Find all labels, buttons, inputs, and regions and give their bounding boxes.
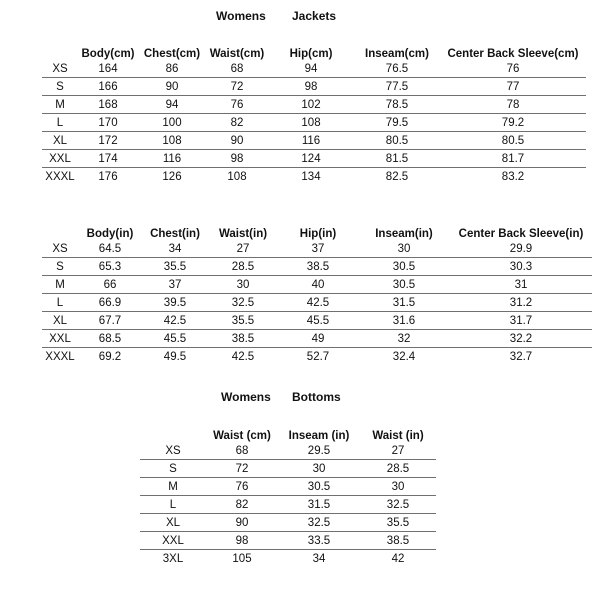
table-cell: 164 [78,60,138,78]
size-label: L [42,294,78,312]
table-cell: 42.5 [231,350,255,363]
column-header: Body(cm) [81,48,135,60]
column-header: Waist(in) [218,228,268,240]
table-cell: 105 [232,552,252,565]
table-cell: 27 [360,442,436,460]
table-row [42,78,586,96]
table-row [42,240,592,258]
table-row [140,460,436,478]
table-cell: 30 [360,478,436,496]
table-cell: 29.5 [278,442,360,460]
table-cell: 76 [206,478,278,496]
table-cell: 174 [78,150,138,168]
table-cell: 94 [138,96,206,114]
table-header-row [42,222,592,240]
table-cell: 81.5 [354,150,440,168]
table-row [140,550,436,568]
size-label: XS [140,442,206,460]
table-cell: 98 [206,150,268,168]
table-cell: 33.5 [278,532,360,550]
table-cell: 67.7 [78,312,142,330]
table-cell: 64.5 [78,240,142,258]
table-cell: 69.2 [98,350,122,363]
table-cell: 72 [206,460,278,478]
table-cell: 77 [440,78,586,96]
table-cell: 40 [278,276,358,294]
table-row [42,150,586,168]
table-cell: 30.5 [358,258,450,276]
column-header [42,42,78,60]
table-cell: 82 [206,114,268,132]
table-row [42,276,592,294]
table-cell: 38.5 [278,258,358,276]
table-cell: 32.2 [450,330,592,348]
table-cell: 45.5 [278,312,358,330]
column-header [42,222,78,240]
size-label: XXL [140,532,206,550]
table-cell: 94 [268,60,354,78]
table-cell: 108 [227,170,247,183]
size-label: M [42,276,78,294]
table-cell: 37 [278,240,358,258]
table-cell: 32.5 [278,514,360,532]
table-cell: 116 [268,132,354,150]
table-cell: 80.5 [354,132,440,150]
table-cell: 76 [440,60,586,78]
table-cell: 176 [98,170,118,183]
table-cell: 49.5 [163,350,187,363]
size-label: XXL [42,330,78,348]
table-cell: 78 [440,96,586,114]
size-label: M [140,478,206,496]
table-cell: 32 [358,330,450,348]
table-cell: 45.5 [142,330,208,348]
table-cell: 66 [78,276,142,294]
table-row [42,330,592,348]
size-label: 3XL [162,552,184,565]
jackets-title-womens: Womens [216,9,266,23]
table-cell: 30.5 [358,276,450,294]
table-cell: 76 [206,96,268,114]
table-cell: 32.5 [360,496,436,514]
table-cell: 34 [142,240,208,258]
table-cell: 126 [162,170,182,183]
table-row [140,442,436,460]
table-cell: 98 [206,532,278,550]
size-label: XL [140,514,206,532]
table-cell: 170 [78,114,138,132]
table-cell: 42.5 [142,312,208,330]
table-header-row [42,42,586,60]
table-cell: 68 [206,60,268,78]
table-cell: 49 [278,330,358,348]
table-cell: 79.5 [354,114,440,132]
table-cell: 72 [206,78,268,96]
table-row [42,294,592,312]
table-cell: 31.6 [358,312,450,330]
table-cell: 39.5 [142,294,208,312]
table-cell: 32.7 [509,350,533,363]
table-cell: 30.5 [278,478,360,496]
table-cell: 108 [268,114,354,132]
table-cell: 76.5 [354,60,440,78]
table-row [140,496,436,514]
table-row [42,168,586,186]
table-cell: 134 [301,170,321,183]
table-cell: 52.7 [306,350,330,363]
table-cell: 28.5 [208,258,278,276]
table-row [140,478,436,496]
table-cell: 32.5 [208,294,278,312]
table-cell: 90 [206,514,278,532]
table-row [42,348,592,366]
table-cell: 31.5 [278,496,360,514]
table-cell: 102 [268,96,354,114]
table-row [42,132,586,150]
table-cell: 30 [208,276,278,294]
size-label: XS [42,60,78,78]
table-row [42,258,592,276]
table-cell: 79.2 [440,114,586,132]
size-label: S [42,258,78,276]
size-label: XXXL [45,350,75,363]
table-cell: 34 [312,552,326,565]
table-cell: 90 [138,78,206,96]
column-header: Center Back Sleeve(in) [458,228,584,240]
table-row [42,312,592,330]
size-label: M [42,96,78,114]
column-header: Hip(cm) [289,48,333,60]
table-cell: 108 [138,132,206,150]
bottoms-title-womens: Womens [221,390,271,404]
size-label: L [42,114,78,132]
table-cell: 37 [142,276,208,294]
table-cell: 65.3 [78,258,142,276]
table-cell: 31.7 [450,312,592,330]
table-cell: 98 [268,78,354,96]
table-cell: 30.3 [450,258,592,276]
size-label: XXL [42,150,78,168]
table-cell: 82.5 [385,170,409,183]
table-cell: 29.9 [450,240,592,258]
table-cell: 35.5 [360,514,436,532]
jackets-in-table [42,222,592,365]
jackets-title-category: Jackets [292,9,337,23]
table-cell: 31.5 [358,294,450,312]
table-cell: 31.2 [450,294,592,312]
table-row [140,532,436,550]
table-cell: 82 [206,496,278,514]
column-header [140,424,206,442]
table-cell: 168 [78,96,138,114]
table-cell: 42.5 [278,294,358,312]
column-header: Inseam(in) [375,228,433,240]
table-cell: 38.5 [208,330,278,348]
table-row [42,60,586,78]
size-label: XL [42,132,78,150]
table-cell: 166 [78,78,138,96]
table-cell: 86 [138,60,206,78]
table-cell: 38.5 [360,532,436,550]
table-header-row [140,424,436,442]
table-cell: 116 [138,150,206,168]
table-cell: 172 [78,132,138,150]
table-cell: 68.5 [78,330,142,348]
table-cell: 42 [391,552,405,565]
table-row [140,514,436,532]
table-cell: 66.9 [78,294,142,312]
bottoms-title-category: Bottoms [292,390,341,404]
column-header: Waist (in) [372,430,424,442]
table-cell: 100 [138,114,206,132]
column-header: Center Back Sleeve(cm) [447,48,579,60]
column-header: Chest(cm) [143,48,201,60]
jackets-cm-table [42,42,586,185]
table-cell: 28.5 [360,460,436,478]
table-row [42,114,586,132]
size-label: S [140,460,206,478]
table-cell: 30 [358,240,450,258]
bottoms-table [140,424,436,567]
table-row [42,96,586,114]
size-label: XS [42,240,78,258]
column-header: Inseam(cm) [365,48,429,60]
size-label: XL [42,312,78,330]
table-cell: 31 [450,276,592,294]
table-cell: 90 [206,132,268,150]
table-cell: 30 [278,460,360,478]
column-header: Chest(in) [150,228,200,240]
table-cell: 68 [206,442,278,460]
table-cell: 80.5 [440,132,586,150]
table-cell: 32.4 [392,350,416,363]
table-cell: 83.2 [501,170,525,183]
column-header: Inseam (in) [288,430,350,442]
size-label: L [140,496,206,514]
column-header: Waist (cm) [213,430,271,442]
size-label: XXXL [45,170,75,183]
size-label: S [42,78,78,96]
table-cell: 77.5 [354,78,440,96]
column-header: Waist(cm) [209,48,265,60]
table-cell: 27 [208,240,278,258]
table-cell: 81.7 [440,150,586,168]
table-cell: 35.5 [142,258,208,276]
table-cell: 124 [268,150,354,168]
table-cell: 78.5 [354,96,440,114]
column-header: Body(in) [86,228,134,240]
table-cell: 35.5 [208,312,278,330]
column-header: Hip(in) [299,228,337,240]
